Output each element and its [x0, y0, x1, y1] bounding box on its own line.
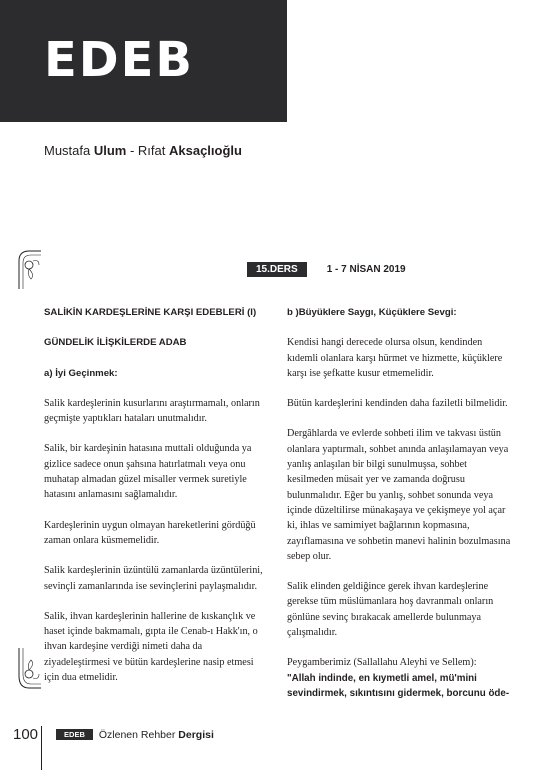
lesson-info [247, 262, 406, 277]
right-column [287, 305, 512, 701]
right-paragraph: Kendisi hangi derecede olursa olsun, kendinden kıdemli olanlara karşı hürmet ve hizmette, küçüklere karşı ise şefkatte kusur etmemelidir. [287, 337, 503, 379]
magazine-name-bold: Dergisi [178, 728, 214, 741]
hadith-quote: "Allah indinde, en kıymetli amel, mü'mini sevindirmek, sıkıntısını gidermek, borcunu öde- [287, 672, 510, 699]
page-footer [13, 726, 214, 743]
left-heading-2: GÜNDELİK İLİŞKİLERDE ADAB [44, 337, 187, 349]
quote-intro: Peygamberimiz (Sallallahu Aleyhi ve Sellem): [287, 657, 477, 669]
left-paragraph: Kardeşlerinin uygun olmayan hareketlerini gördüğü zaman onlara küsmemelidir. [44, 519, 256, 546]
page-number: 100 [13, 726, 39, 743]
author2-last-name: Aksaçlıoğlu [169, 143, 242, 158]
left-paragraph: Salik, bir kardeşinin hatasına muttali olduğunda ya gizlice sadece onun şahsına hatırlatmalı veya onu muhatap almadan güzel misaller vermek suretiyle hatasını anlamasını sağlamalıdır. [44, 443, 252, 501]
lesson-date: 1 - 7 NİSAN 2019 [326, 264, 406, 275]
left-column [44, 305, 267, 700]
right-quote-block [287, 655, 512, 701]
right-heading: b )Büyüklere Saygı, Küçüklere Sevgi: [287, 307, 457, 318]
left-heading-3: a) İyi Geçinmek: [44, 367, 118, 379]
left-heading-1: SALİKİN KARDEŞLERİNE KARŞI EDEBLERİ (I) [44, 307, 257, 318]
left-paragraph: Salik, ihvan kardeşlerinin hallerine de kıskançlık ve haset içinde bakmamalı, gıpta ile Cenab-ı Hakk'ın, o ihvan kardeşine verdiği nimeti daha da ziyadeleştirmesi ve bütün kardeşlerine nasip etmesi için dua etmelidir. [44, 610, 258, 684]
right-paragraph: Bütün kardeşlerini kendinden daha faziletli bilmelidir. [287, 398, 508, 410]
author2-first-name: Rıfat [137, 143, 169, 158]
author-line [44, 143, 242, 158]
author-separator: - [126, 143, 138, 158]
magazine-name-light: Özlenen Rehber [98, 728, 179, 741]
magazine-name [99, 729, 214, 741]
right-paragraph: Dergâhlarda ve evlerde sohbeti ilim ve takvası üstün olanlara yaptırmalı, sohbet anında anlaşılamayan veya yanlış anlaşılan bir bilgi sunulmuşsa, sohbet kesilmeden müsait yer ve zamanda doğrusu bulunmalıdır. Eğer bu yanlış, sohbet sonunda veya içinde düzeltilirse münakaşaya ve çekişmeye yol açar ki, ihlas ve samimiyet bağlarının kopmasına, zayıflamasına ve sohbetin manevi halinin bozulmasına sebep olur. [287, 428, 511, 562]
lesson-badge: 15.DERS [247, 262, 307, 277]
author1-first-name: Mustafa [44, 143, 94, 158]
corner-ornament-top-icon [17, 249, 43, 291]
footer-badge: EDEB [56, 729, 93, 740]
left-paragraph: Salik kardeşlerinin kusurlarını araştırmamalı, onların geçmişte yaptıkları hataları unutmalıdır. [44, 397, 260, 425]
left-paragraph: Salik kardeşlerinin üzüntülü zamanlarda üzüntülerini, sevinçli zamanlarında ise sevinçlerini paylaşmalıdır. [44, 565, 263, 592]
author1-last-name: Ulum [93, 143, 127, 158]
section-title: EDEB [44, 32, 195, 88]
corner-ornament-bottom-icon [17, 646, 43, 690]
right-paragraph: Salik elinden geldiğince gerek ihvan kardeşlerine gerekse tüm müslümanlara hoş davranmalı onların gönlüne sevinç bırakacak amellerde bulunmaya çalışmalıdır. [287, 581, 494, 639]
